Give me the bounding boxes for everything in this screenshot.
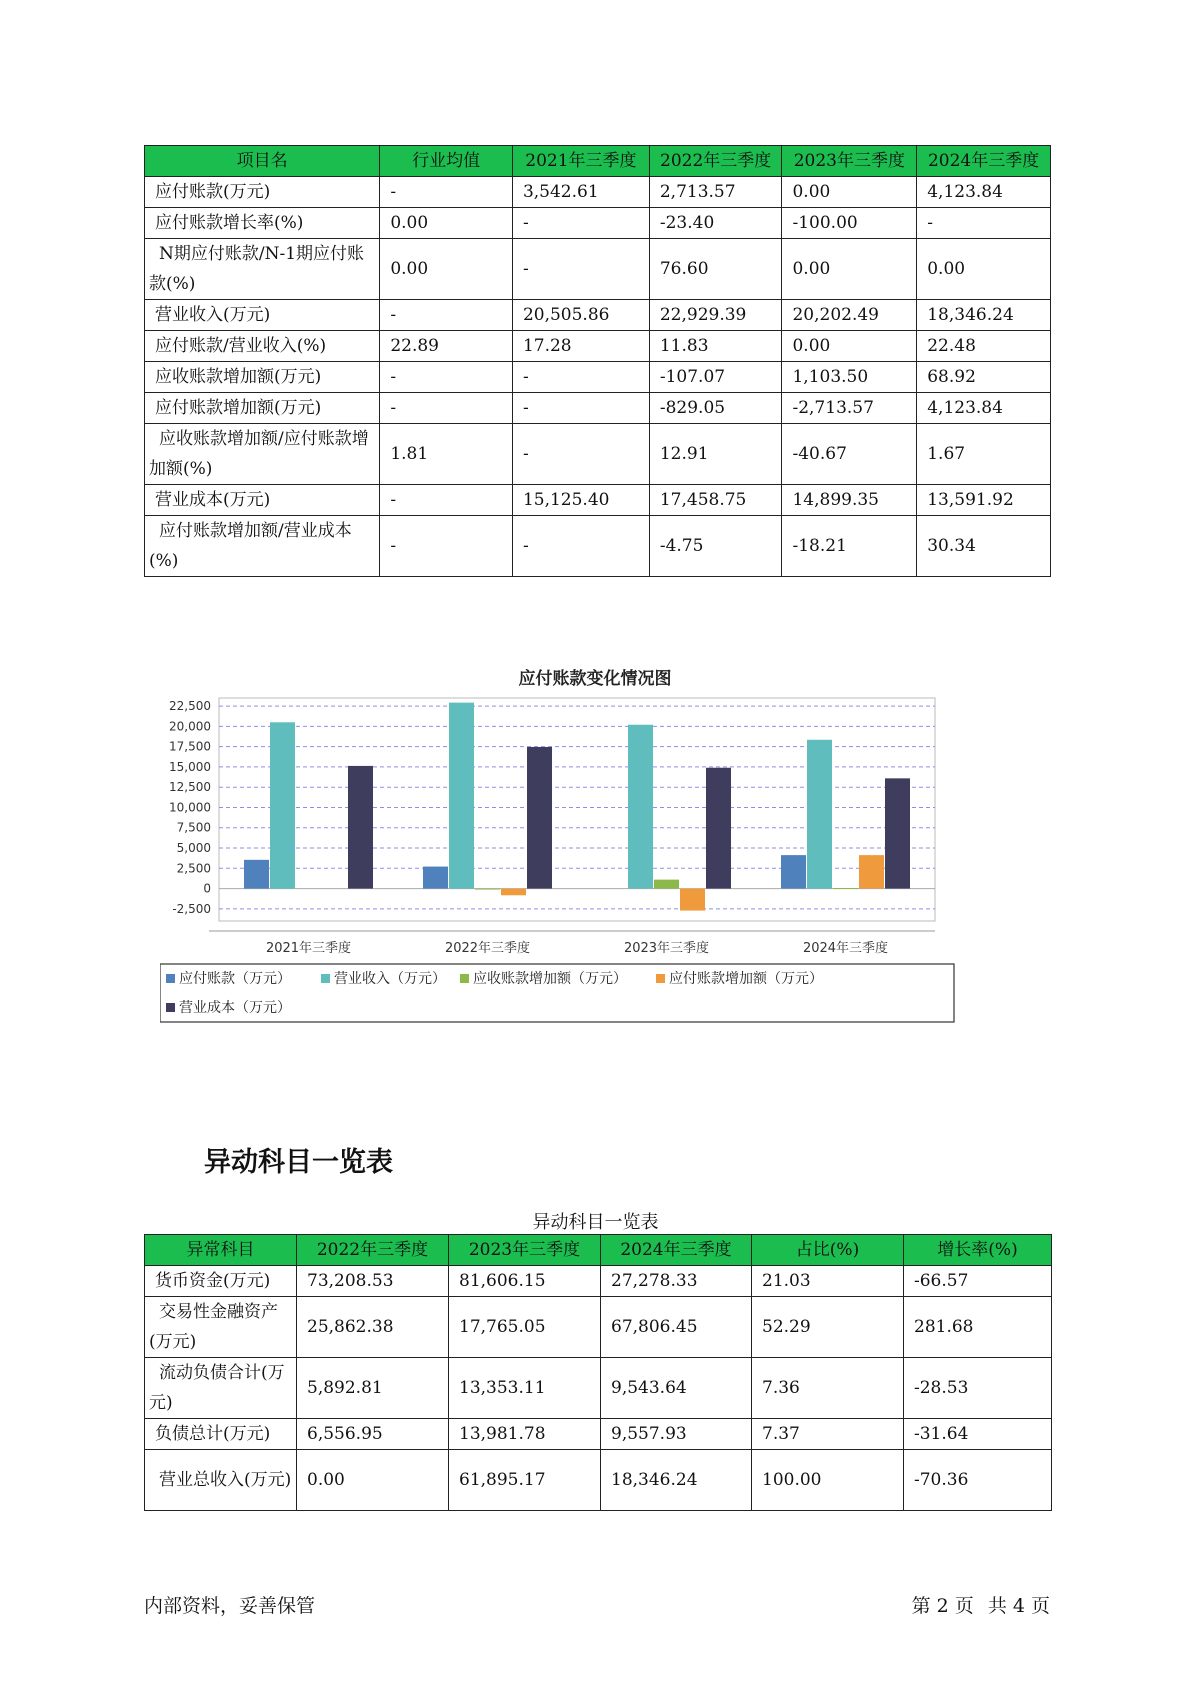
y-tick-label: 7,500 [176, 820, 211, 835]
x-tick-label: 2021年三季度 [265, 941, 352, 956]
table-cell: - [380, 516, 513, 577]
payables-table [144, 145, 1051, 577]
table-cell: -28.53 [904, 1358, 1052, 1419]
table-cell: - [512, 393, 649, 424]
y-tick-label: 10,000 [169, 800, 211, 815]
table-cell: - [917, 208, 1051, 239]
legend-label: 营业成本（万元） [179, 1000, 291, 1016]
table-cell: 18,346.24 [917, 300, 1051, 331]
table-cell: 20,505.86 [512, 300, 649, 331]
header-cell: 2022年三季度 [297, 1235, 449, 1266]
bar [449, 703, 474, 889]
header-cell: 2023年三季度 [449, 1235, 601, 1266]
table-cell: -23.40 [649, 208, 782, 239]
table-cell: -107.07 [649, 362, 782, 393]
table-cell: 0.00 [782, 177, 917, 208]
row-label: 应付账款增加额/营业成本(%) [145, 516, 380, 577]
table-header-row [145, 146, 1051, 177]
page-total: 共 4 页 [987, 1595, 1050, 1617]
row-label: 货币资金(万元) [145, 1266, 297, 1297]
table-row [145, 239, 1051, 300]
bar [348, 766, 373, 889]
table-row [145, 177, 1051, 208]
table-cell: 12.91 [649, 424, 782, 485]
anomaly-table [144, 1234, 1052, 1511]
table-cell: 0.00 [782, 239, 917, 300]
row-label: 应收账款增加额/应付账款增加额(%) [145, 424, 380, 485]
table-header-row [145, 1235, 1052, 1266]
table-cell: - [512, 424, 649, 485]
header-cell: 项目名 [145, 146, 380, 177]
bar [270, 722, 295, 888]
table-cell: 21.03 [752, 1266, 904, 1297]
section-heading: 异动科目一览表 [204, 1147, 393, 1178]
table-cell: 0.00 [782, 331, 917, 362]
table-caption: 异动科目一览表 [532, 1212, 659, 1233]
bar [781, 855, 806, 888]
legend-label: 应付账款增加额（万元） [669, 971, 823, 987]
row-label: 营业收入(万元) [145, 300, 380, 331]
table-cell: -31.64 [904, 1419, 1052, 1450]
table-cell: - [512, 239, 649, 300]
y-tick-label: 15,000 [169, 759, 211, 774]
bar [654, 880, 679, 889]
table-cell: 67,806.45 [601, 1297, 752, 1358]
bar [628, 725, 653, 889]
table-cell: 7.37 [752, 1419, 904, 1450]
legend-swatch [166, 974, 175, 983]
row-label: 应收账款增加额(万元) [145, 362, 380, 393]
table-row [145, 208, 1051, 239]
table-cell: -70.36 [904, 1450, 1052, 1511]
row-label: 营业总收入(万元) [145, 1450, 297, 1511]
table-row [145, 424, 1051, 485]
table-cell: 25,862.38 [297, 1297, 449, 1358]
bar [807, 740, 832, 889]
table-cell: 61,895.17 [449, 1450, 601, 1511]
y-tick-label: 0 [203, 881, 211, 896]
table-cell: 3,542.61 [512, 177, 649, 208]
legend-label: 应收账款增加额（万元） [473, 971, 627, 987]
legend-label: 营业收入（万元） [334, 971, 446, 987]
bar [244, 860, 269, 889]
row-label: N期应付账款/N-1期应付账款(%) [145, 239, 380, 300]
table-cell: -66.57 [904, 1266, 1052, 1297]
table-cell: 7.36 [752, 1358, 904, 1419]
table-cell: 17,458.75 [649, 485, 782, 516]
table-cell: 18,346.24 [601, 1450, 752, 1511]
table-cell: 1.67 [917, 424, 1051, 485]
table-cell: 22.89 [380, 331, 513, 362]
row-label: 应付账款(万元) [145, 177, 380, 208]
table-cell: 281.68 [904, 1297, 1052, 1358]
bar [501, 889, 526, 896]
table-cell: 100.00 [752, 1450, 904, 1511]
legend-swatch [166, 1003, 175, 1012]
table-cell: - [380, 300, 513, 331]
header-cell: 行业均值 [380, 146, 513, 177]
table-cell: 22.48 [917, 331, 1051, 362]
table-cell: - [380, 393, 513, 424]
table-row [145, 393, 1051, 424]
y-tick-label: 2,500 [176, 861, 211, 876]
table-cell: 73,208.53 [297, 1266, 449, 1297]
chart-title: 应付账款变化情况图 [518, 669, 672, 689]
table-cell: 17.28 [512, 331, 649, 362]
table-cell: 13,981.78 [449, 1419, 601, 1450]
y-tick-label: -2,500 [172, 901, 211, 916]
table-cell: 14,899.35 [782, 485, 917, 516]
bar [423, 867, 448, 889]
table-cell: 15,125.40 [512, 485, 649, 516]
table-cell: 17,765.05 [449, 1297, 601, 1358]
x-tick-label: 2022年三季度 [444, 941, 531, 956]
y-tick-label: 5,000 [176, 841, 211, 856]
table-cell: 52.29 [752, 1297, 904, 1358]
header-cell: 增长率(%) [904, 1235, 1052, 1266]
legend-swatch [321, 974, 330, 983]
y-tick-label: 12,500 [169, 780, 211, 795]
table-cell: 0.00 [297, 1450, 449, 1511]
table-cell: -100.00 [782, 208, 917, 239]
table-row [145, 331, 1051, 362]
header-cell: 2024年三季度 [601, 1235, 752, 1266]
table-cell: 0.00 [380, 239, 513, 300]
table-row [145, 1450, 1052, 1511]
y-tick-label: 22,500 [169, 699, 211, 714]
bar [833, 888, 858, 889]
table-cell: - [380, 485, 513, 516]
header-cell: 2024年三季度 [917, 146, 1051, 177]
table-row [145, 1358, 1052, 1419]
table-cell: 68.92 [917, 362, 1051, 393]
header-cell: 占比(%) [752, 1235, 904, 1266]
table-cell: 27,278.33 [601, 1266, 752, 1297]
table-cell: 0.00 [917, 239, 1051, 300]
header-cell: 2023年三季度 [782, 146, 917, 177]
table-cell: - [380, 177, 513, 208]
row-label: 营业成本(万元) [145, 485, 380, 516]
row-label: 应付账款/营业收入(%) [145, 331, 380, 362]
table-cell: 22,929.39 [649, 300, 782, 331]
table-cell: 0.00 [380, 208, 513, 239]
row-label: 流动负债合计(万元) [145, 1358, 297, 1419]
table-cell: 20,202.49 [782, 300, 917, 331]
table-row [145, 1266, 1052, 1297]
bar [680, 889, 705, 911]
table-cell: 30.34 [917, 516, 1051, 577]
row-label: 交易性金融资产(万元) [145, 1297, 297, 1358]
table-cell: - [512, 208, 649, 239]
table-cell: 13,353.11 [449, 1358, 601, 1419]
y-tick-label: 20,000 [169, 719, 211, 734]
table-row [145, 485, 1051, 516]
footer-note: 内部资料，妥善保管 [144, 1595, 316, 1617]
table-cell: -18.21 [782, 516, 917, 577]
legend-swatch [460, 974, 469, 983]
table-cell: 1.81 [380, 424, 513, 485]
payables-chart [160, 660, 1030, 1106]
header-cell: 异常科目 [145, 1235, 297, 1266]
table-row [145, 300, 1051, 331]
table-cell: 5,892.81 [297, 1358, 449, 1419]
table-row [145, 516, 1051, 577]
table-cell: - [380, 362, 513, 393]
x-tick-label: 2023年三季度 [623, 941, 710, 956]
table-cell: -40.67 [782, 424, 917, 485]
page-number: 第 2 页 [911, 1595, 974, 1617]
table-cell: 4,123.84 [917, 393, 1051, 424]
header-cell: 2022年三季度 [649, 146, 782, 177]
table-row [145, 1419, 1052, 1450]
table-cell: -4.75 [649, 516, 782, 577]
table-cell: 81,606.15 [449, 1266, 601, 1297]
table-cell: - [512, 362, 649, 393]
table-cell: -2,713.57 [782, 393, 917, 424]
bar [859, 855, 884, 888]
y-tick-label: 17,500 [169, 739, 211, 754]
legend-swatch [656, 974, 665, 983]
row-label: 应付账款增加额(万元) [145, 393, 380, 424]
table-cell: 1,103.50 [782, 362, 917, 393]
table-cell: -829.05 [649, 393, 782, 424]
table-row [145, 1297, 1052, 1358]
table-cell: 4,123.84 [917, 177, 1051, 208]
bar [885, 778, 910, 888]
legend-label: 应付账款（万元） [179, 971, 291, 987]
page-counter [904, 1591, 1050, 1618]
header-cell: 2021年三季度 [512, 146, 649, 177]
table-cell: 9,557.93 [601, 1419, 752, 1450]
bar [706, 768, 731, 889]
bar [527, 747, 552, 889]
row-label: 负债总计(万元) [145, 1419, 297, 1450]
table-cell: 6,556.95 [297, 1419, 449, 1450]
bar [475, 889, 500, 890]
table-cell: 13,591.92 [917, 485, 1051, 516]
table-cell: 76.60 [649, 239, 782, 300]
table-cell: 11.83 [649, 331, 782, 362]
x-tick-label: 2024年三季度 [802, 941, 889, 956]
row-label: 应付账款增长率(%) [145, 208, 380, 239]
table-cell: - [512, 516, 649, 577]
table-row [145, 362, 1051, 393]
table-cell: 2,713.57 [649, 177, 782, 208]
chart-svg [160, 660, 1030, 1106]
table-cell: 9,543.64 [601, 1358, 752, 1419]
